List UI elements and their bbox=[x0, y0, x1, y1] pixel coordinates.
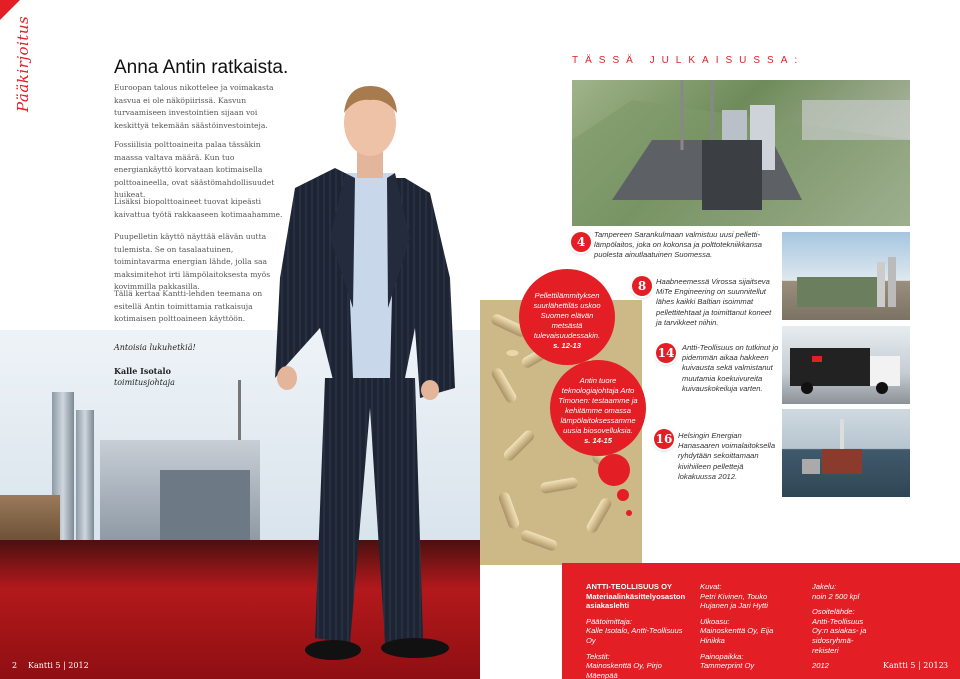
greeting: Antoisia lukuhetkiä! bbox=[114, 343, 196, 352]
decor-dot-1 bbox=[598, 454, 630, 486]
footer-left: Kantti 5 | 2012 bbox=[28, 661, 89, 670]
right-page bbox=[480, 0, 960, 679]
decor-dot-3 bbox=[626, 510, 632, 516]
footer-right: Kantti 5 | 2012 bbox=[883, 661, 944, 670]
page-number-right: 3 bbox=[943, 661, 949, 670]
bubble-cto: Antin tuore teknologiajohtaja Arto Timonen: testaamme ja kehitämme omassa lämpölaitoksessamme uusia biosovelluksia. s. 14-15 bbox=[550, 360, 646, 456]
section-label: Pääkirjoitus bbox=[14, 15, 32, 112]
factory-wing bbox=[160, 470, 250, 540]
pellet-factory-photo bbox=[782, 232, 910, 320]
item-badge-14: 14 bbox=[656, 343, 676, 363]
item-text-8: Haabneemessä Virossa sijaitseva MiTe Engineering on suunnitellut lähes kaikki Baltian isoimmat pellettitehtaat ja toimittanut koneet ja tarvikkeet niihin. bbox=[656, 277, 772, 327]
item-badge-8: 8 bbox=[632, 276, 652, 296]
colophon-col-1: ANTTI-TEOLLISUUS OY Materiaalinkäsittelyosaston asiakaslehti Päätoimittaja: Kalle Isotalo, Antti-Teollisuus Oy Tekstit: Mainoskenttä Oy, Pirjo Mäenpää bbox=[586, 582, 686, 679]
dryer-truck-photo bbox=[782, 326, 910, 404]
paragraph-1: Euroopan talous nikottelee ja voimakasta kasvua ei ole näköpiirissä. Kasvun turvaamiseen investointien sijaan voi keskittyä tekemään säästöinvestointeja. bbox=[114, 83, 274, 130]
decor-dot-2 bbox=[617, 489, 629, 501]
author-title: toimitusjohtaja bbox=[114, 378, 175, 387]
item-text-14: Antti-Teollisuus on tutkinut jo pidemmän aikaa hakkeen kuivausta sekä valmistanut muutamia koekuivureita kuivauskokeiluja varten. bbox=[682, 343, 779, 393]
item-badge-16: 16 bbox=[654, 429, 674, 449]
page-number-left: 2 bbox=[12, 661, 18, 670]
paragraph-2: Fossiilisia polttoaineita palaa tässäkin maassa valtava määrä. Kun tuo energiankäyttö korvataan kotimaisella polttoaineella, ovat säästömahdollisuudet huikeat. bbox=[114, 140, 275, 200]
item-text-4: Tampereen Sarankulmaan valmistuu uusi pelletti-lämpölaitos, joka on kokonsa ja polttotekniikkansa puolesta ainutlaatuinen Suomessa. bbox=[594, 230, 763, 260]
wood-stack bbox=[0, 495, 60, 545]
colophon-col-3: Jakelu: noin 2 500 kpl Osoitelähde: Antti-Teollisuus Oy:n asiakas- ja sidosryhmä-rekisteri 2012 bbox=[812, 582, 867, 671]
item-badge-4: 4 bbox=[571, 232, 591, 252]
item-text-16: Helsingin Energian Hanasaaren voimalaitoksella ryhdytään sekoittamaan kivihiileen pellettejä lokakuussa 2012. bbox=[678, 431, 776, 481]
bubble-ambassador: Pellettilämmityksen suurlähettiläs uskoo Suomen elävän metsästä tulevaisuudessakin. s. 12-13 bbox=[519, 269, 615, 365]
power-plant-photo bbox=[782, 409, 910, 497]
silo-2 bbox=[76, 410, 94, 540]
contents-header: TÄSSÄ JULKAISUSSA: bbox=[572, 55, 805, 66]
paragraph-4: Puupelletin käyttö näyttää elävän uutta tulemista. Se on tasalaatuinen, toimintavarma energian lähde, jolla saa maksimitehot irti lämpölaitoksesta myös kovimmilla pakkasilla. bbox=[114, 232, 271, 292]
plant-aerial-photo bbox=[572, 80, 910, 226]
author-name: Kalle Isotalo bbox=[114, 366, 171, 376]
colophon-col-2: Kuvat: Petri Kivinen, Touko Hujanen ja Jari Hytti Ulkoasu: Mainoskenttä Oy, Eija Hinikka Painopaikka: Tammerprint Oy bbox=[700, 582, 774, 671]
paragraph-3: Lisäksi biopolttoaineet tuovat kipeästi kaivattua työtä rakkaaseen kotimaahamme. bbox=[114, 197, 283, 219]
paragraph-5: Tällä kertaa Kantti-lehden teemana on esitellä Antin toimittamia ratkaisuja kotimaisen polttoaineen käyttöön. bbox=[114, 289, 263, 324]
headline: Anna Antin ratkaista. bbox=[114, 57, 289, 78]
ceo-portrait bbox=[255, 78, 480, 678]
